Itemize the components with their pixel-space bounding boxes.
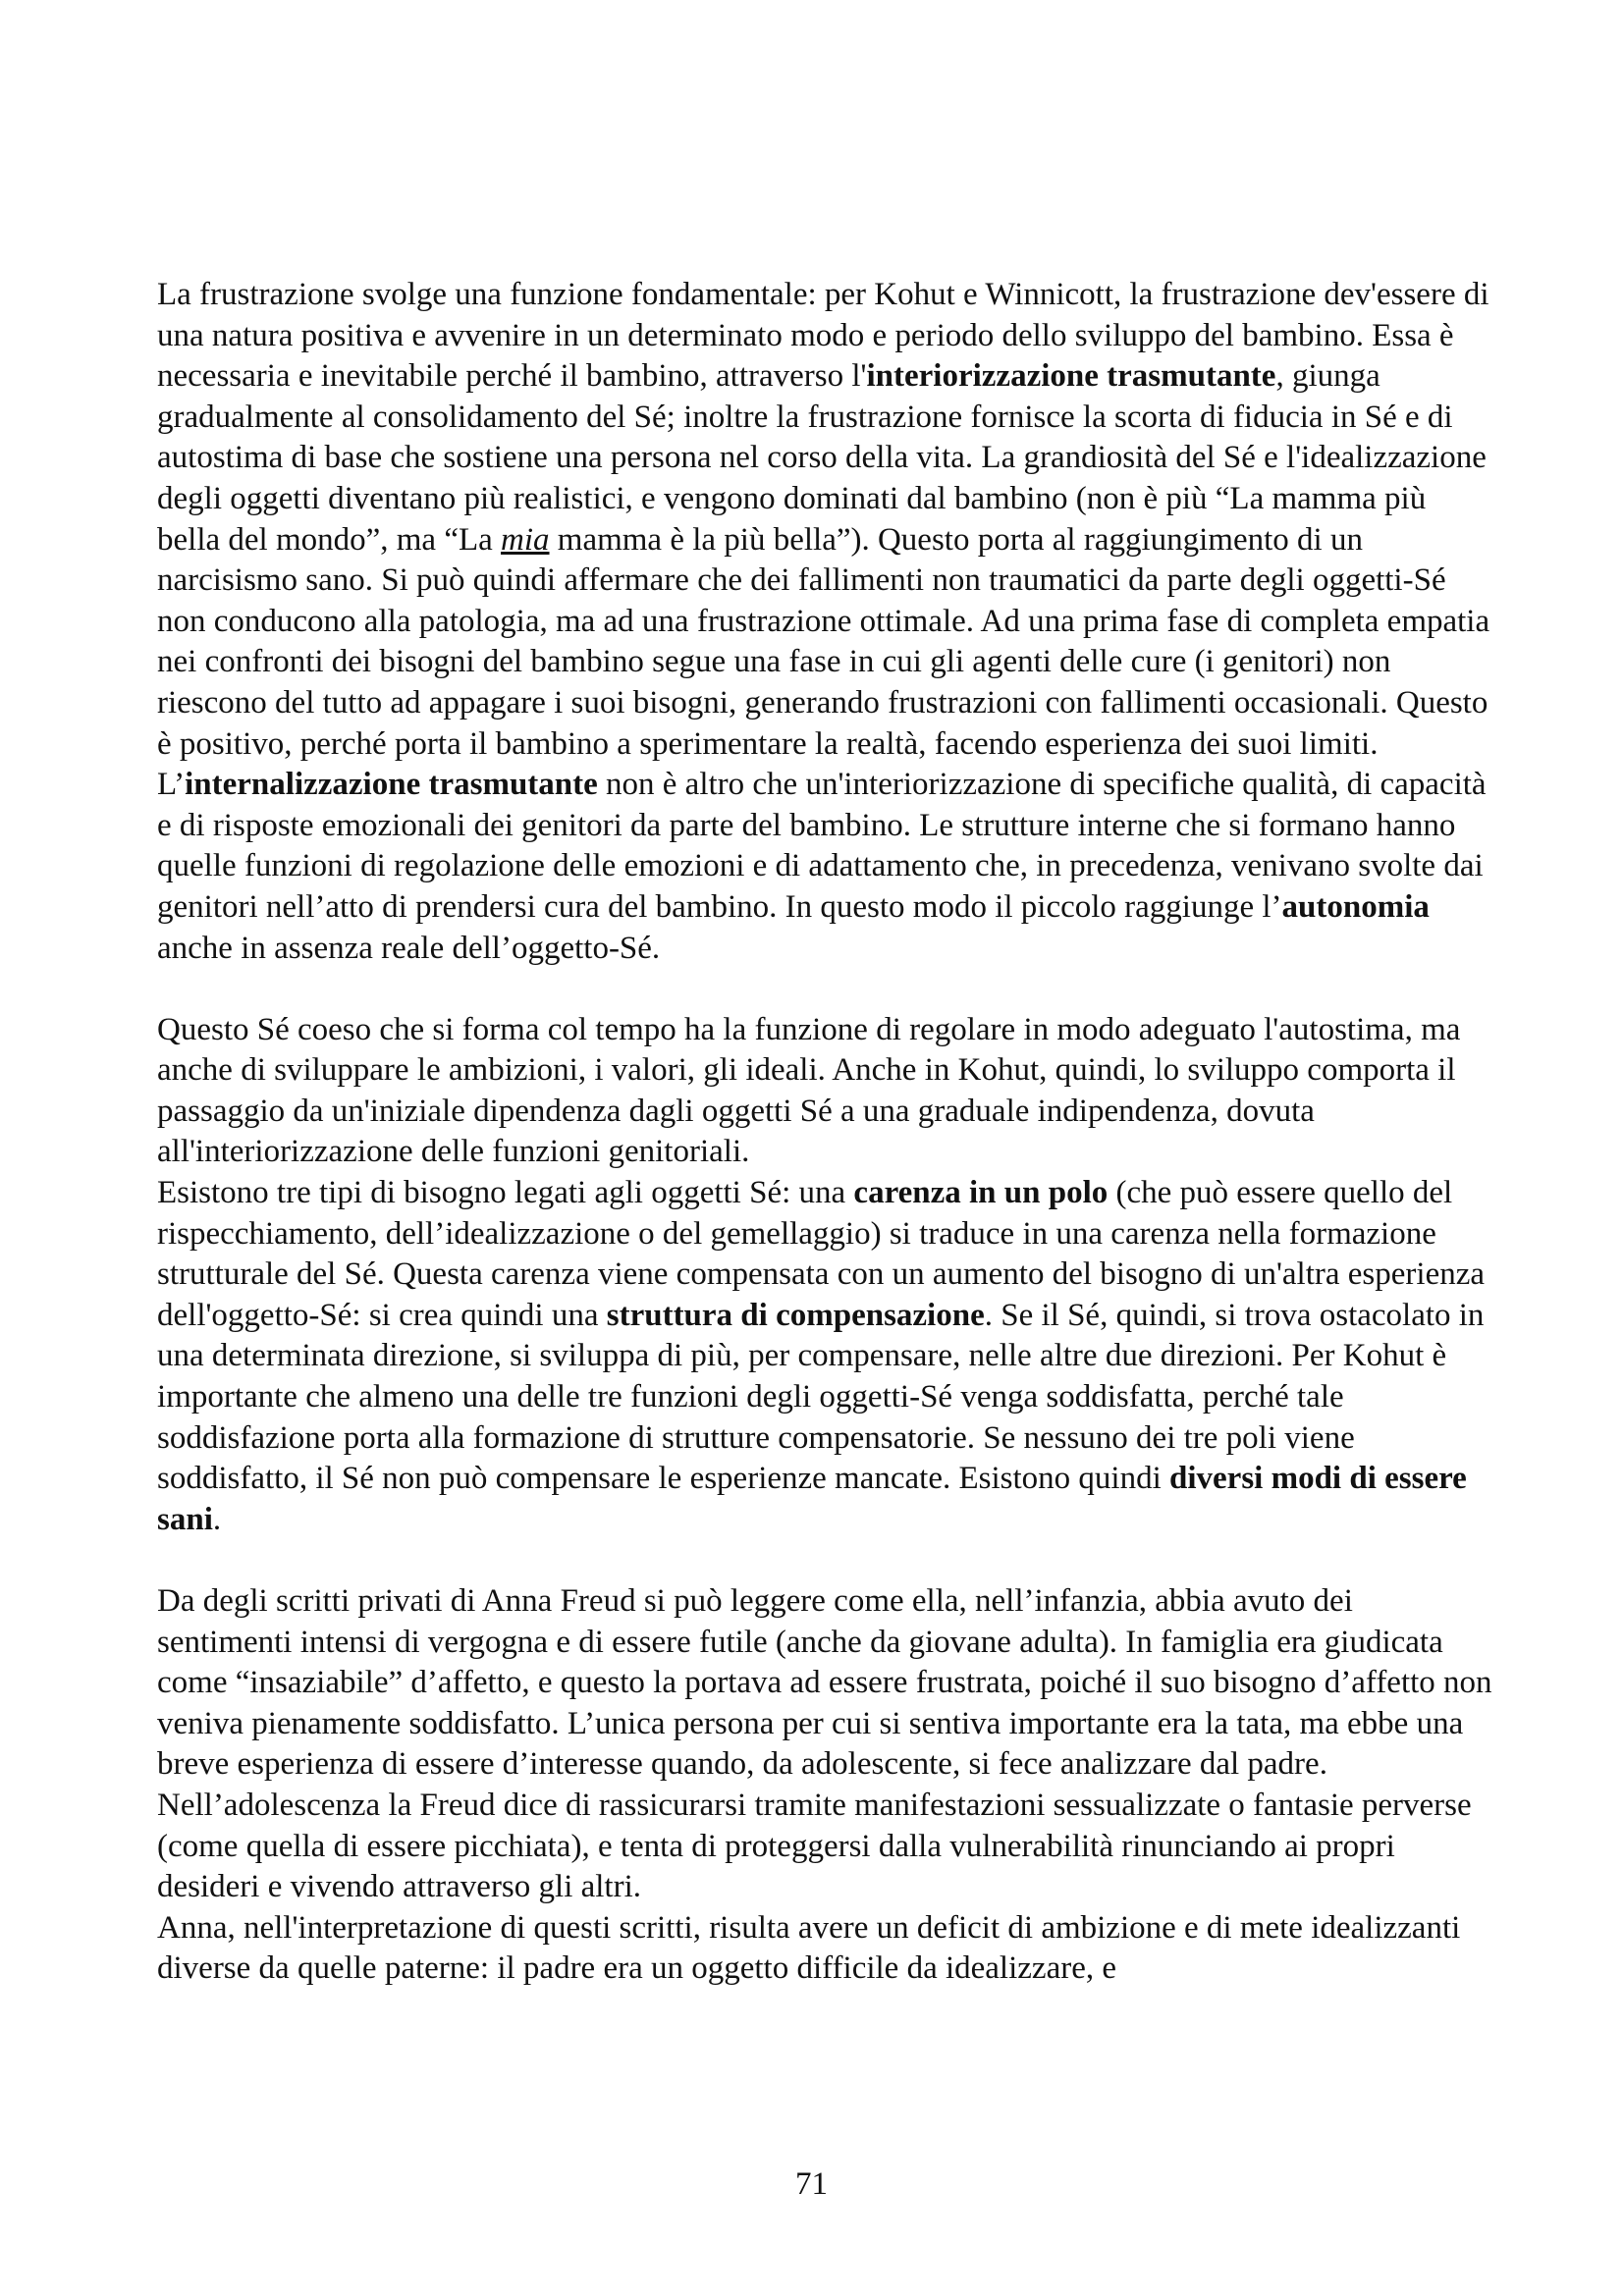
bold-term: carenza in un polo	[853, 1175, 1109, 1211]
bold-term: struttura di compensazione	[606, 1297, 985, 1333]
document-body	[157, 275, 1492, 1990]
page-number: 71	[795, 2166, 828, 2202]
paragraph	[157, 1010, 1492, 1173]
paragraph-text: L’	[157, 767, 186, 803]
paragraph-text: .	[212, 1501, 222, 1537]
paragraph-text: (che può essere quello del rispecchiamento, dell’idealizzazione o del gemellaggio) si traduce in una carenza nella formazione strutturale del Sé. Questa carenza viene compensata con un aumento del bisogno di un'altra esperienza dell'oggetto-Sé: si crea quindi una	[157, 1175, 1486, 1333]
bold-term: autonomia	[1281, 888, 1430, 925]
paragraph-text: mamma è la più bella”). Questo porta al raggiungimento di un narcisismo sano. Si può quindi affermare che dei fallimenti non traumatici da parte degli oggetti-Sé non conducono alla patologia, ma ad una frustrazione ottimale. Ad una prima fase di completa empatia nei confronti dei bisogni del bambino segue una fase in cui gli agenti delle cure (i genitori) non riescono del tutto ad appagare i suoi bisogni, generando frustrazioni con fallimenti occasionali. Questo è positivo, perché porta il bambino a sperimentare la realtà, facendo esperienza dei suoi limiti.	[157, 521, 1490, 762]
bold-term: diversi modi di essere sani	[157, 1461, 1467, 1537]
paragraph	[157, 1908, 1492, 1990]
paragraph-text: Esistono tre tipi di bisogno legati agli oggetti Sé: una	[157, 1175, 854, 1211]
paragraph-text: non è altro che un'interiorizzazione di specifiche qualità, di capacità e di risposte emozionali dei genitori da parte del bambino. Le strutture interne che si formano hanno quelle funzioni di regolazione delle emozioni e di adattamento che, in precedenza, venivano svolte dai genitori nell’atto di prendersi cura del bambino. In questo modo il piccolo raggiunge l’	[157, 767, 1487, 925]
paragraph	[157, 1581, 1492, 1908]
paragraph	[157, 275, 1492, 765]
emphasis-text: mia	[501, 521, 550, 558]
paragraph-text: anche in assenza reale dell’oggetto-Sé.	[157, 930, 661, 966]
paragraph	[157, 765, 1492, 969]
paragraph-text: , giunga gradualmente al consolidamento del Sé; inoltre la frustrazione fornisce la scorta di fiducia in Sé e di autostima di base che sostiene una persona nel corso della vita. La grandiosità del Sé e l'idealizzazione degli oggetti diventano più realistici, e vengono dominati dal bambino (non è più “La mamma più bella del mondo”, ma “La	[157, 358, 1487, 558]
paragraph	[157, 1173, 1492, 1540]
paragraph-text: Anna, nell'interpretazione di questi scritti, risulta avere un deficit di ambizione e di mete idealizzanti diverse da quelle paterne: il padre era un oggetto difficile da idealizzare, e	[157, 1909, 1461, 1987]
bold-term: internalizzazione trasmutante	[185, 767, 598, 803]
bold-term: interiorizzazione trasmutante	[866, 358, 1276, 395]
paragraph-text: Da degli scritti privati di Anna Freud si può leggere come ella, nell’infanzia, abbia avuto dei sentimenti intensi di vergogna e di essere futile (anche da giovane adulta). In famiglia era giudicata come “insaziabile” d’affetto, e questo la portava ad essere frustrata, poiché il suo bisogno d’affetto non veniva pienamente soddisfatto. L’unica persona per cui si sentiva importante era la tata, ma ebbe una breve esperienza di essere d’interesse quando, da adolescente, si fece analizzare dal padre. Nell’adolescenza la Freud dice di rassicurarsi tramite manifestazioni sessualizzate o fantasie perverse (come quella di essere picchiata), e tenta di proteggersi dalla vulnerabilità rinunciando ai propri desideri e vivendo attraverso gli altri.	[157, 1583, 1492, 1905]
paragraph-text: . Se il Sé, quindi, si trova ostacolato in una determinata direzione, si sviluppa di più, per compensare, nelle altre due direzioni. Per Kohut è importante che almeno una delle tre funzioni degli oggetti-Sé venga soddisfatta, perché tale soddisfazione porta alla formazione di strutture compensatorie. Se nessuno dei tre poli viene soddisfatto, il Sé non può compensare le esperienze mancate. Esistono quindi	[157, 1297, 1485, 1497]
paragraph-text: La frustrazione svolge una funzione fondamentale: per Kohut e Winnicott, la frustrazione dev'essere di una natura positiva e avvenire in un determinato modo e periodo dello sviluppo del bambino. Essa è necessaria e inevitabile perché il bambino, attraverso l'	[157, 277, 1489, 395]
paragraph-text: Questo Sé coeso che si forma col tempo ha la funzione di regolare in modo adeguato l'autostima, ma anche di sviluppare le ambizioni, i valori, gli ideali. Anche in Kohut, quindi, lo sviluppo comporta il passaggio da un'iniziale dipendenza dagli oggetti Sé a una graduale indipendenza, dovuta all'interiorizzazione delle funzioni genitoriali.	[157, 1011, 1461, 1170]
